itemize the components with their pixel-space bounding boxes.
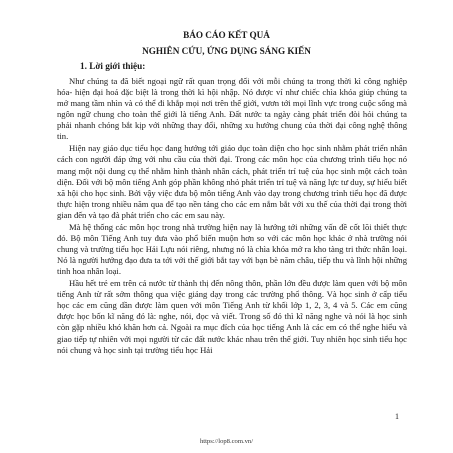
- body-paragraph: Mà hệ thống các môn học trong nhà trường hiện nay là hướng tới những vấn đề cốt lõi thiết thực đó. Bộ môn Tiếng Anh tuy đưa vào phổ biến muộn hơn so với các môn học khác ở nhà trường nói chung và trường tiểu học Hải Lựu nói riêng, nhưng nó là chìa khóa mở ra kho tàng tri thức nhân loại. Nó là người hướng đạo đưa ta tới với thế giới bắt tay với bạn bè năm châu, tiếp thu và lĩnh hội những tinh hoa nhân loại.: [57, 221, 407, 277]
- page-number: 1: [395, 412, 399, 421]
- document-body: [57, 76, 407, 357]
- footer-url: https://lop8.com.vn/: [199, 438, 254, 445]
- body-paragraph: Hiện nay giáo dục tiểu học đang hướng tới giáo dục toàn diện cho học sinh nhằm phát triển nhân cách con người đáp ứng với nhu cầu của thời đại. Trong các môn học của chương trình tiểu học nó mang một nội dung cụ thể nhằm hình thành nhân cách, phát triển trí tuệ của học sinh một cách toàn diện. Đối với bộ môn tiếng Anh góp phần không nhỏ phát triển trí tuệ và năng lực tư duy, sự hiểu biết xã hội cho học sinh. Bởi vậy việc đưa bộ môn tiếng Anh vào dạy trong chương trình tiểu học đã được thực hiện trong nhiều năm qua để tạo nền tảng cho các em nắm bắt với xu thế của thời đại trong thời gian đến và tạo đà phát triển cho các em sau này.: [57, 143, 407, 220]
- section-heading: 1. Lời giới thiệu:: [80, 61, 146, 71]
- report-subtitle: NGHIÊN CỨU, ỨNG DỤNG SÁNG KIẾN: [142, 46, 311, 56]
- body-paragraph: Như chúng ta đã biết ngoại ngữ rất quan trọng đối với mỗi chúng ta trong thời kì công nghiệp hóa- hiện đại hoá đặc biệt là trong thời kì hội nhập. Nó được ví như chiếc chìa khóa giúp chúng ta mở mang tầm nhìn và có thể đi khắp mọi nơi trên thế giới, vươn tới mọi lĩnh vực trong cuộc sống mà ngôn ngữ chung cho toàn thế giới là tiếng Anh. Đất nước ta ngày càng phát triển đòi hỏi chúng ta phải nhanh chóng bắt kịp với những thay đổi, những xu hướng chung của thời đại công nghệ thông tin.: [57, 76, 407, 142]
- report-title: BÁO CÁO KẾT QUẢ: [183, 30, 270, 40]
- body-paragraph: Hầu hết trẻ em trên cả nước từ thành thị đến nông thôn, phần lớn đều được làm quen với bộ môn tiếng Anh từ rất sớm thông qua việc giảng dạy trong các trường phổ thông. Và học sinh ở cấp tiểu học các em cũng dần được làm quen với môn Tiếng Anh từ khối lớp 1, 2, 3, 4 và 5. Các em cũng được học bốn kĩ năng đó là: nghe, nói, đọc và viết. Trong số đó thì kĩ năng nghe và nói là học sinh còn gặp nhiều khó khăn hơn cả. Ngoài ra mục đích của học tiếng Anh là các em có thể nghe hiểu và giao tiếp tự nhiên với mọi người từ các đất nước khác nhau trên thế giới. Tuy nhiên học sinh tiểu học nói chung và học sinh tại trường tiểu học Hải: [57, 278, 407, 355]
